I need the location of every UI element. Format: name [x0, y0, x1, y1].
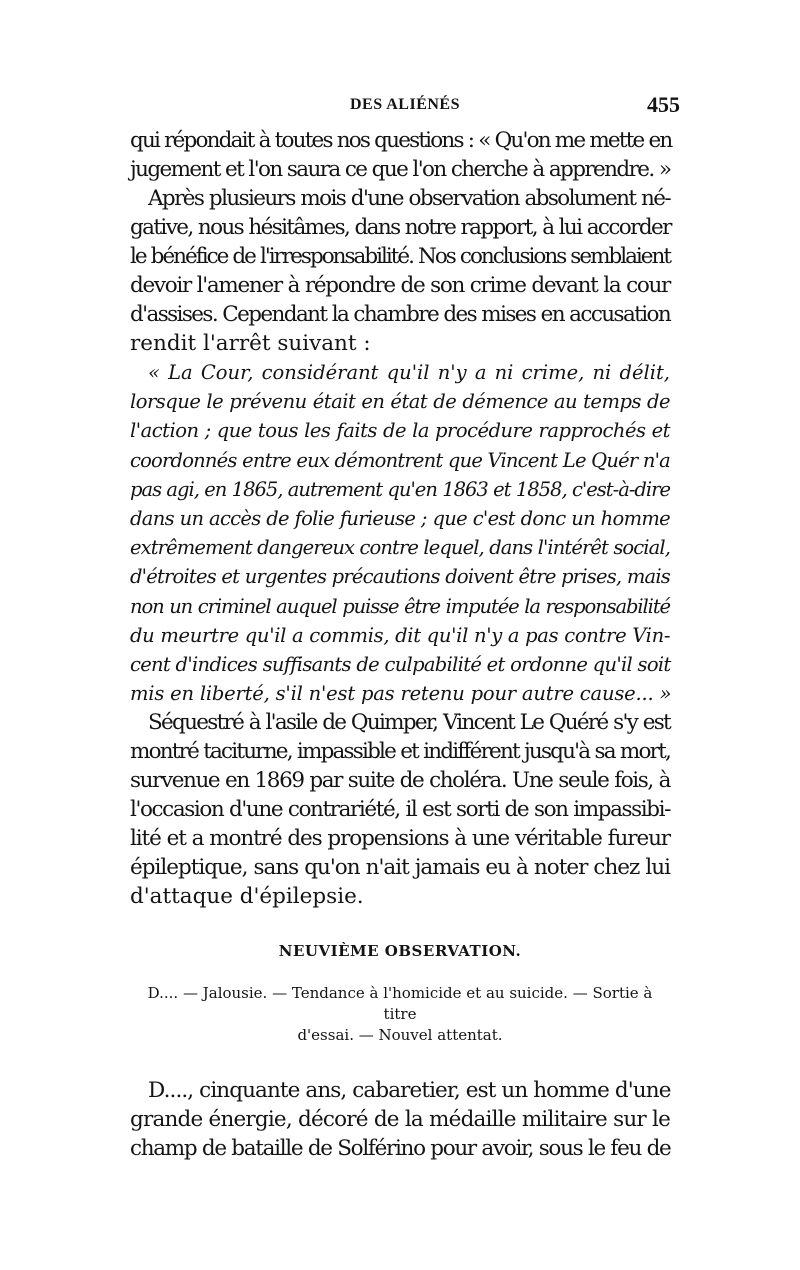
text-line: extrêmement dangereux contre lequel, dans l'intérêt social,	[130, 536, 670, 560]
text-line: non un criminel auquel puisse être imputée la responsabilité	[130, 594, 670, 618]
text-line: devoir l'amener à répondre de son crime devant la cour	[130, 273, 670, 298]
text-line: champ de bataille de Solférino pour avoir, sous le feu de	[130, 1136, 671, 1162]
text-line: « La Cour, considérant qu'il n'y a ni crime, ni délit,	[148, 361, 670, 384]
text-line: du meurtre qu'il a commis, dit qu'il n'y a pas contre Vin-	[130, 623, 671, 647]
paragraph-3	[130, 708, 670, 911]
court-ruling-quote	[130, 358, 670, 708]
page-number: 455	[647, 92, 680, 117]
text-line: d'assises. Cependant la chambre des mises en accusation	[130, 302, 671, 327]
text-line: cent d'indices suffisants de culpabilité et ordonne qu'il soit	[130, 653, 671, 677]
text-line: D...., cinquante ans, cabaretier, est un homme d'une	[148, 1078, 671, 1104]
text-line: d'étroites et urgentes précautions doivent être prises, mais	[130, 565, 670, 589]
summary-line: D.... — Jalousie. — Tendance à l'homicide et au suicide. — Sortie à titre	[147, 984, 653, 1024]
text-line: rendit l'arrêt suivant :	[130, 331, 371, 356]
text-line: Séquestré à l'asile de Quimper, Vincent Le Quéré s'y est	[148, 710, 670, 736]
text-line: l'action ; que tous les faits de la procédure rapprochés et	[130, 419, 670, 443]
paragraph-4	[130, 1076, 670, 1163]
observation-summary	[130, 983, 670, 1046]
text-line: coordonnés entre eux démontrent que Vincent Le Quér n'a	[130, 448, 670, 472]
section-heading: NEUVIÈME OBSERVATION.	[278, 942, 522, 961]
paragraph-2	[130, 184, 670, 358]
text-line: jugement et l'on saura ce que l'on cherche à apprendre. »	[130, 157, 671, 182]
text-line: Après plusieurs mois d'une observation absolument né-	[148, 186, 670, 211]
text-line: le bénéfice de l'irresponsabilité. Nos conclusions semblaient	[130, 244, 670, 269]
paragraph-1	[130, 126, 670, 184]
text-line: d'attaque d'épilepsie.	[130, 884, 364, 910]
running-title: DES ALIÉNÉS	[350, 96, 460, 113]
text-line: gative, nous hésitâmes, dans notre rapport, à lui accorder	[130, 215, 671, 240]
text-line: dans un accès de folie furieuse ; que c'est donc un homme	[130, 507, 670, 531]
text-line: montré taciturne, impassible et indifférent jusqu'à sa mort,	[130, 739, 670, 765]
page-body	[130, 126, 670, 1163]
text-line: lorsque le prévenu était en état de démence au temps de	[130, 390, 670, 414]
text-line: qui répondait à toutes nos questions : « Qu'on me mette en	[130, 128, 672, 153]
page-header	[130, 92, 680, 120]
text-line: épileptique, sans qu'on n'ait jamais eu à noter chez lui	[130, 855, 670, 881]
summary-line: d'essai. — Nouvel attentat.	[297, 1026, 503, 1045]
text-line: mis en liberté, s'il n'est pas retenu pour autre cause... »	[130, 682, 672, 706]
text-line: grande énergie, décoré de la médaille militaire sur le	[130, 1107, 670, 1133]
text-line: l'occasion d'une contrariété, il est sorti de son impassibi-	[130, 797, 670, 823]
text-line: pas agi, en 1865, autrement qu'en 1863 et 1858, c'est-à-dire	[130, 477, 670, 501]
text-line: survenue en 1869 par suite de choléra. Une seule fois, à	[130, 768, 670, 794]
text-line: lité et a montré des propensions à une véritable fureur	[130, 826, 670, 852]
